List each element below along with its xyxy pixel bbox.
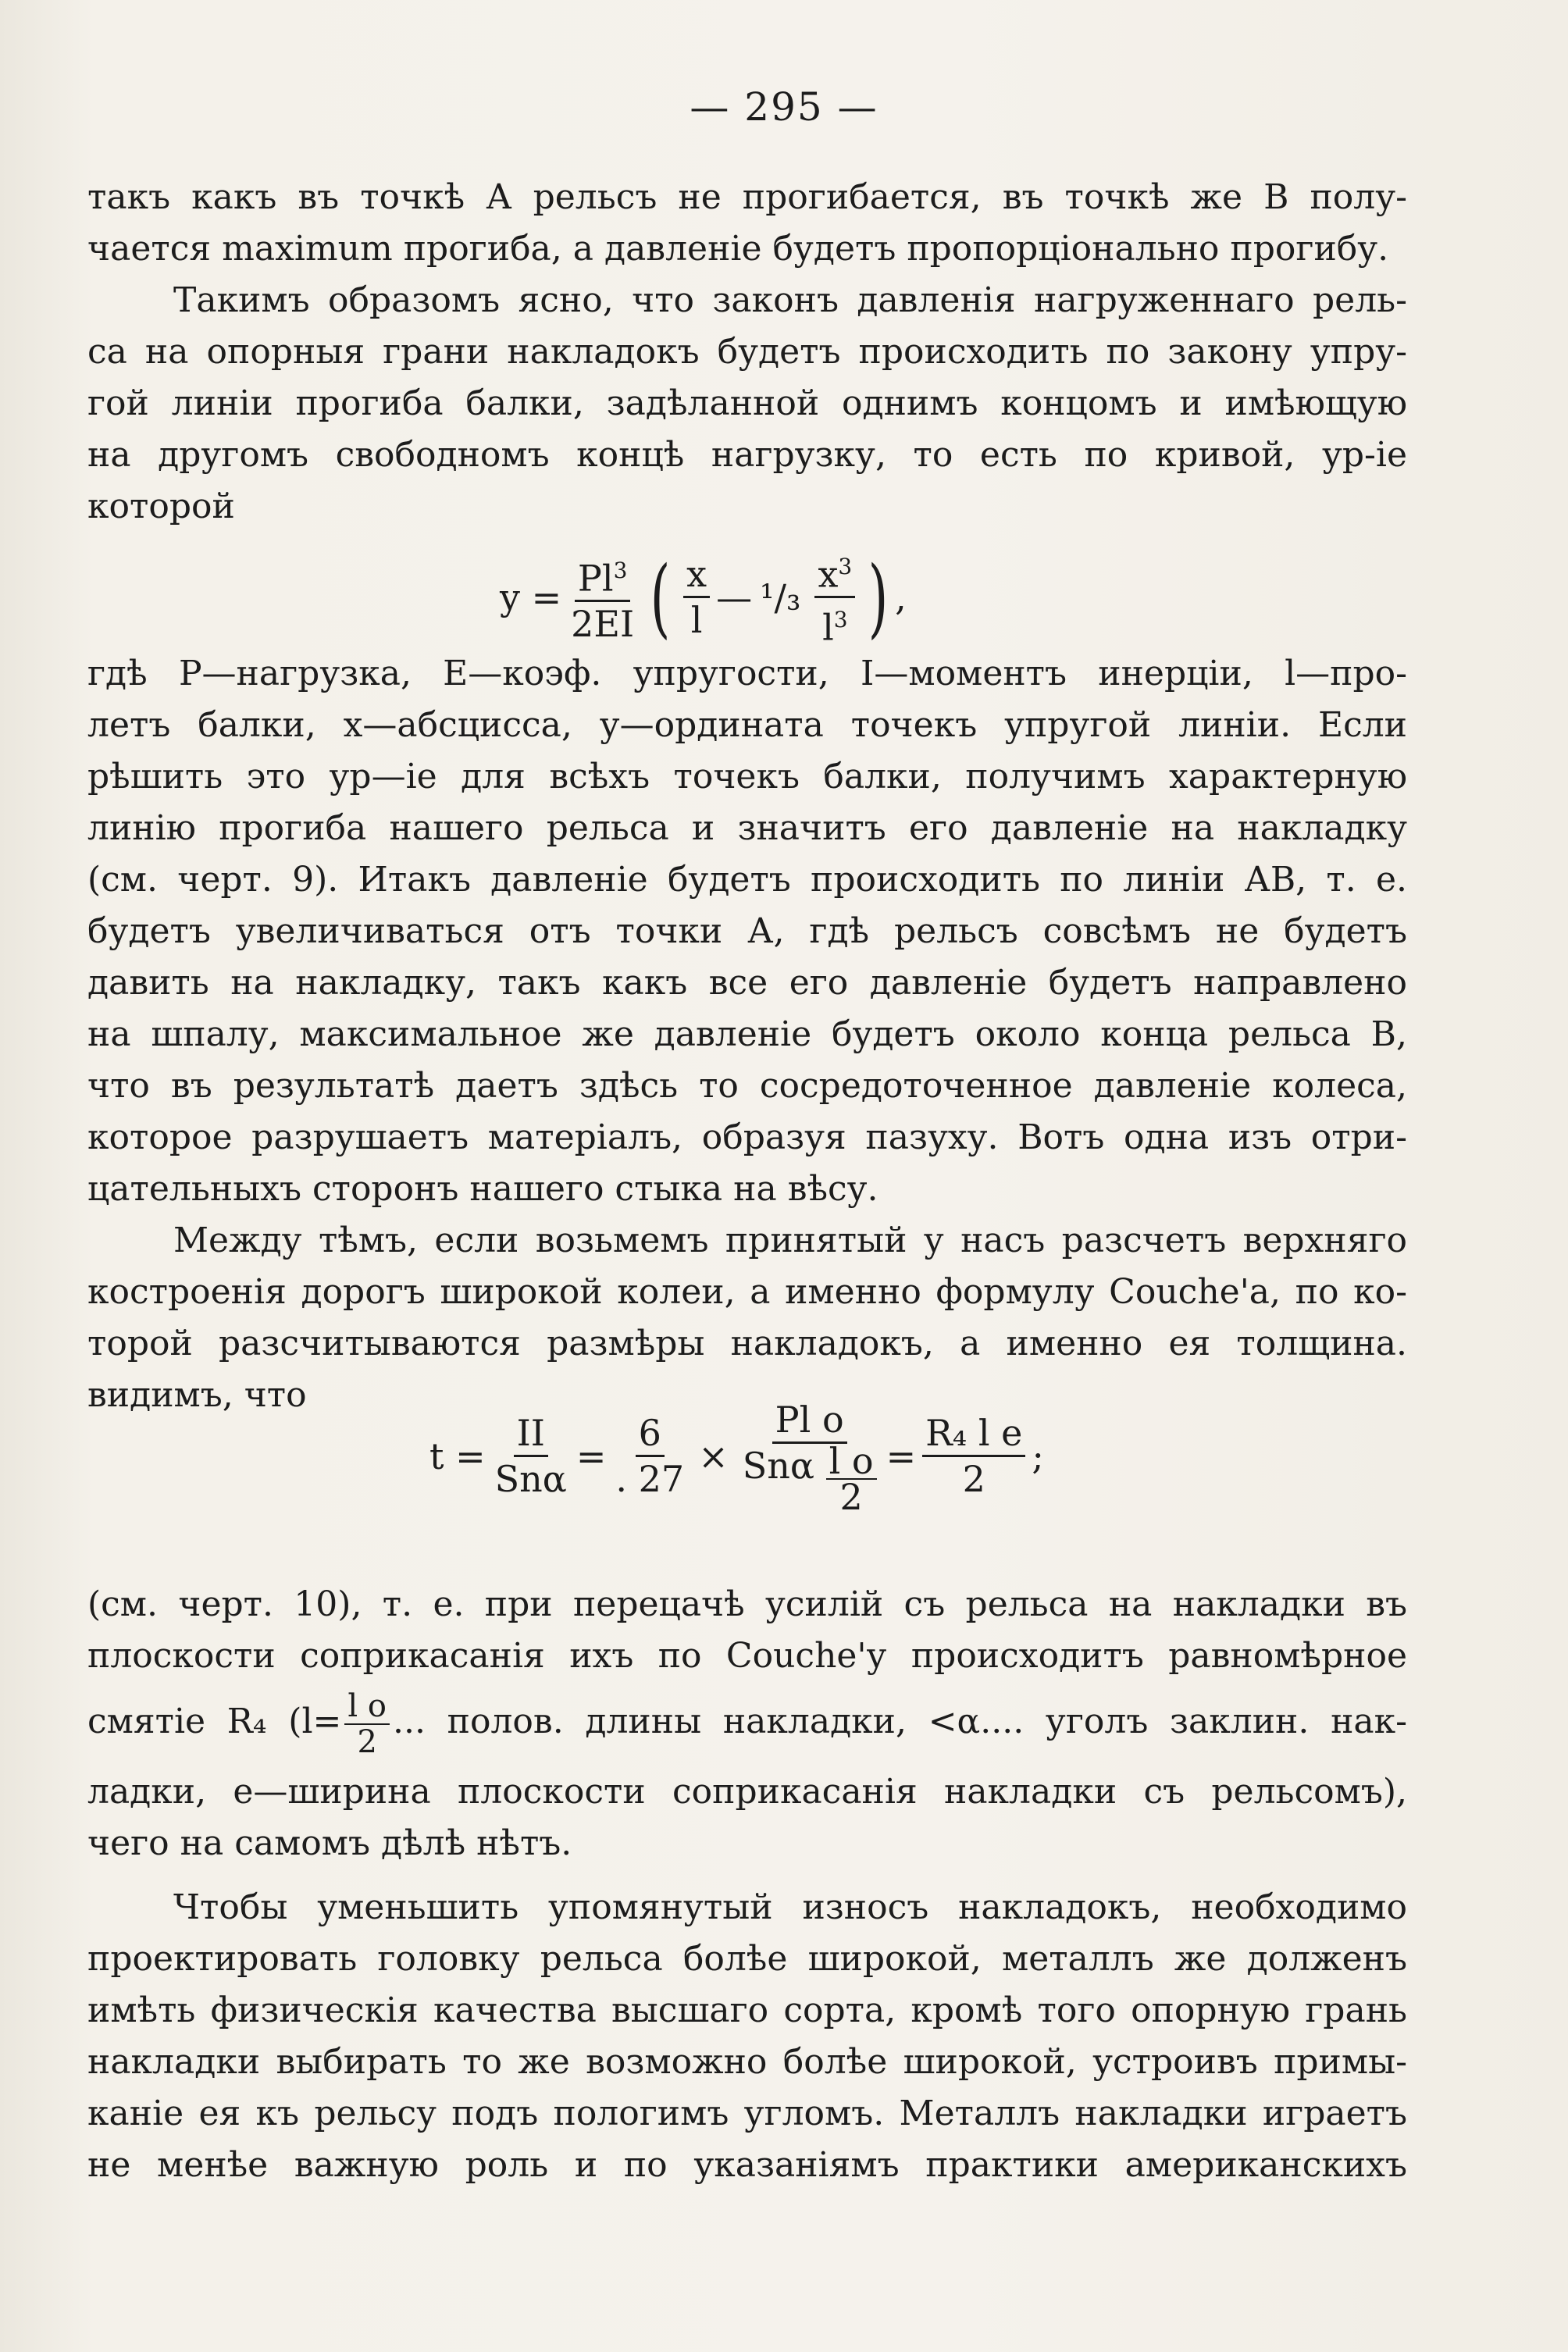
formula-fraction: $\frac{Pl^3}{2EI}$ xyxy=(568,549,637,646)
text-line: костроенія дорогъ широкой колеи, а именно формулу Couche'а, по ко- xyxy=(87,1272,1407,1312)
paragraph-3 xyxy=(87,1579,1407,1682)
text-line: накладки выбирать то же возможно болѣе широкой, устроивъ примы- xyxy=(87,2042,1407,2082)
formula-fraction: $\frac{x^3}{l^3}$ xyxy=(814,545,855,650)
right-paren: ) xyxy=(868,547,889,647)
text-line: Такимъ образомъ ясно, что законъ давленія нагруженнаго рель- xyxy=(173,280,1407,320)
text-line: на шпалу, максимальное же давленіе будетъ около конца рельса В, xyxy=(87,1014,1407,1054)
formula-fraction: $\frac{II}{\text{Snα}}$ xyxy=(494,1412,567,1500)
text-line: ладки, е—ширина плоскости соприкасанія накладки съ рельсомъ), xyxy=(87,1772,1407,1812)
text-line: будетъ увеличиваться отъ точки А, гдѣ рельсъ совсѣмъ не будетъ xyxy=(87,911,1407,951)
formula-fraction: $\frac{6}{. 27}$ xyxy=(615,1412,685,1500)
formula-fraction: $\frac{x}{l}$ xyxy=(683,552,710,642)
text-line: чего на самомъ дѣлѣ нѣтъ. xyxy=(87,1823,572,1863)
text-line: которое разрушаетъ матеріалъ, образуя пазуху. Вотъ одна изъ отри- xyxy=(87,1117,1407,1157)
paragraph-4 xyxy=(87,1766,1407,1869)
page-number: — 295 — xyxy=(690,84,878,130)
text-line: цательныхъ сторонъ нашего стыка на вѣсу. xyxy=(87,1169,878,1209)
formula-fraction: Pl o Snα $\frac{\text{l o}}{2}$ xyxy=(739,1398,880,1514)
text-line: давить на накладку, такъ какъ все его давленіе будетъ направлено xyxy=(87,963,1407,1003)
text-line: каніе ея къ рельсу подъ пологимъ угломъ. Металлъ накладки играетъ xyxy=(87,2094,1407,2133)
paragraph-1 xyxy=(87,172,1407,533)
text-line: видимъ, что xyxy=(87,1375,307,1415)
paragraph-5 xyxy=(87,1882,1407,2191)
formula-elastic-line: y = $\frac{Pl^3}{2EI}$ ( $\frac{x}{l}$ — ¹/₃ $\frac{x^3}{l^3}$ ) , xyxy=(500,545,907,650)
text-line: Чтобы уменьшить упомянутый износъ накладокъ, необходимо xyxy=(173,1887,1407,1927)
text-line: Между тѣмъ, если возьмемъ принятый у насъ разсчетъ верхняго xyxy=(173,1221,1407,1260)
text-line: торой разсчитываются размѣры накладокъ, а именно ея толщина. xyxy=(87,1324,1407,1363)
text-line: гой линіи прогиба балки, задѣланной однимъ концомъ и имѣющую xyxy=(87,383,1407,423)
formula-couche: t = $\frac{II}{\text{Snα}}$ = $\frac{6}{. 27}$ × Pl o Snα $\frac{\text{l o}}{2}$ = $\frac{\text{R₄ l e}}{2}$ ; xyxy=(429,1399,1044,1518)
text-line: (см. черт. 9). Итакъ давленіе будетъ происходить по линіи АВ, т. е. xyxy=(87,860,1407,900)
text-line: не менѣе важную роль и по указаніямъ практики американскихъ xyxy=(87,2145,1407,2185)
text-line: что въ результатѣ даетъ здѣсь то сосредоточенное давленіе колеса, xyxy=(87,1066,1407,1106)
paragraph-3-line-3 xyxy=(87,1687,1407,1759)
formula-fraction: $\frac{\text{R₄ l e}}{2}$ xyxy=(922,1411,1025,1501)
text-line: имѣть физическія качества высшаго сорта, кромѣ того опорную грань xyxy=(87,1990,1407,2030)
formula-lhs: y = xyxy=(500,576,562,618)
text-line: которой xyxy=(87,486,235,526)
text-line: летъ балки, х—абсцисса, у—ордината точекъ упругой линіи. Если xyxy=(87,705,1407,745)
paragraph-2 xyxy=(87,648,1407,1421)
text-line: на другомъ свободномъ концѣ нагрузку, то есть по кривой, ур-іе xyxy=(87,435,1407,475)
text-line: (см. черт. 10), т. е. при перецачѣ усилій съ рельса на накладки въ xyxy=(87,1584,1407,1624)
text-line: рѣшить это ур—іе для всѣхъ точекъ балки, получимъ характерную xyxy=(87,757,1407,796)
text-line: чается maximum прогиба, а давленіе будетъ пропорціонально прогибу. xyxy=(87,229,1389,269)
text-line: са на опорныя грани накладокъ будетъ происходить по закону упру- xyxy=(87,332,1407,372)
text-line: проектировать головку рельса болѣе широкой, металлъ же долженъ xyxy=(87,1939,1407,1979)
text-line: плоскости соприкасанія ихъ по Couche'у происходитъ равномѣрное xyxy=(87,1636,1407,1676)
text-line: такъ какъ въ точкѣ А рельсъ не прогибается, въ точкѣ же В полу- xyxy=(87,177,1407,217)
text-line: смятіе R₄ (l= $\frac{\text{l o}}{2}$ ... полов. длины накладки, <α.... уголъ заклин. нак- xyxy=(87,1687,1407,1760)
left-paren: ( xyxy=(650,547,671,647)
text-line: линію прогиба нашего рельса и значитъ его давленіе на накладку xyxy=(87,808,1407,848)
text-line: гдѣ Р—нагрузка, Е—коэф. упругости, I—моментъ инерціи, l—про- xyxy=(87,654,1407,693)
